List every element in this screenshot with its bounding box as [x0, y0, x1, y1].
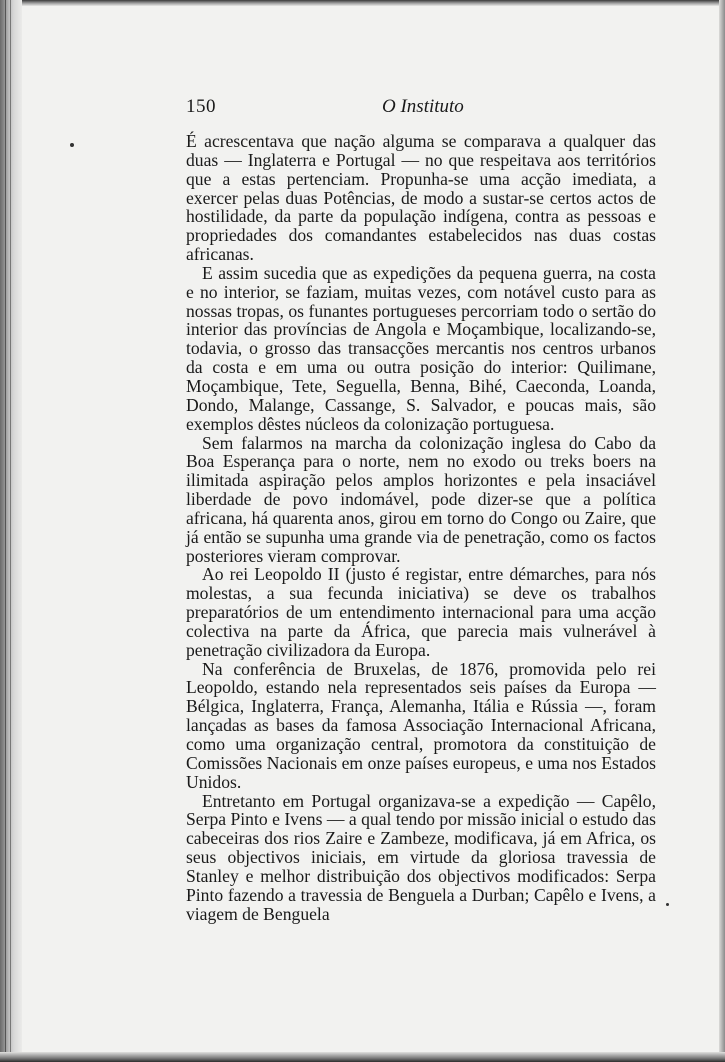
paragraph-4: Ao rei Leopoldo II (justo é registar, entre démarches, para nós molestas, a sua fecunda iniciativa) se deve os trabalhos preparatórios de um entendimento internacional para uma acção colectiva na parte da África, que parecia mais vulnerável à penetração civilizadora da Europa. [186, 564, 656, 660]
scan-speck [666, 903, 669, 906]
paragraph-6: Entretanto em Portugal organizava-se a expedição — Capêlo, Serpa Pinto e Ivens — a qual tendo por missão inicial o estudo das cabeceiras dos rios Zaire e Zambeze, modificava, já em Africa, os seus objectivos iniciais, em virtude da gloriosa travessia de Stanley e melhor distribuição dos objectivos modificados: Serpa Pinto fazendo a travessia de Benguela a Durban; Capêlo e Ivens, a viagem de Benguela [186, 790, 656, 924]
body-text [186, 132, 656, 923]
page-header [186, 96, 656, 120]
paragraph-2: E assim sucedia que as expedições da pequena guerra, na costa e no interior, se faziam, muitas vezes, com notável custo para as nossas tropas, os funantes portugueses percorriam todo o sertão do interior das províncias de Angola e Moçambique, localizando-se, todavia, o grosso das transacções mercantis nos centros urbanos da costa e em uma ou outra posição do interior: Quilimane, Moçambique, Tete, Seguella, Benna, Bihé, Caeconda, Loanda, Dondo, Malange, Cassange, S. Salvador, e poucas mais, são exemplos dêstes núcleos da colonização portuguesa. [186, 262, 656, 434]
scan-top-edge [0, 0, 725, 6]
paragraph-5: Na conferência de Bruxelas, de 1876, promovida pelo rei Leopoldo, estando nela representados seis países da Europa — Bélgica, Inglaterra, França, Alemanha, Itália e Rússia —, foram lançadas as bases da famosa Associação Internacional Africana, como uma organização central, promotora da constituição de Comissões Nacionais em onze países europeus, e uma nos Estados Unidos. [186, 658, 656, 792]
book-spine-shadow [0, 0, 22, 1062]
scan-right-edge [719, 0, 725, 1062]
spine-line [10, 0, 11, 1062]
running-title: O Instituto [382, 96, 464, 117]
scan-speck [70, 143, 74, 147]
paragraph-1: É acrescentava que nação alguma se comparava a qualquer das duas — Inglaterra e Portugal — no que respeitava aos territórios que a estas pertenciam. Propunha-se uma acção imediata, a exercer pelas duas Potências, de modo a sustar-se certos actos de hostilidade, da parte da população indígena, contra as pessoas e propriedades dos comandantes estabelecidos nas duas costas africanas. [186, 131, 656, 265]
paragraph-3: Sem falarmos na marcha da colonização inglesa do Cabo da Boa Esperança para o norte, nem no exodo ou treks boers na ilimitada aspiração pelos amplos horizontes e pela insaciável liberdade de povo indomável, pode dizer-se que a política africana, há quarenta anos, girou em torno do Congo ou Zaire, que já então se supunha uma grande via de penetração, como os factos posteriores vieram comprovar. [186, 432, 656, 566]
scan-bottom-edge [0, 1052, 725, 1062]
page-number: 150 [186, 96, 216, 117]
spine-line [5, 0, 6, 1062]
